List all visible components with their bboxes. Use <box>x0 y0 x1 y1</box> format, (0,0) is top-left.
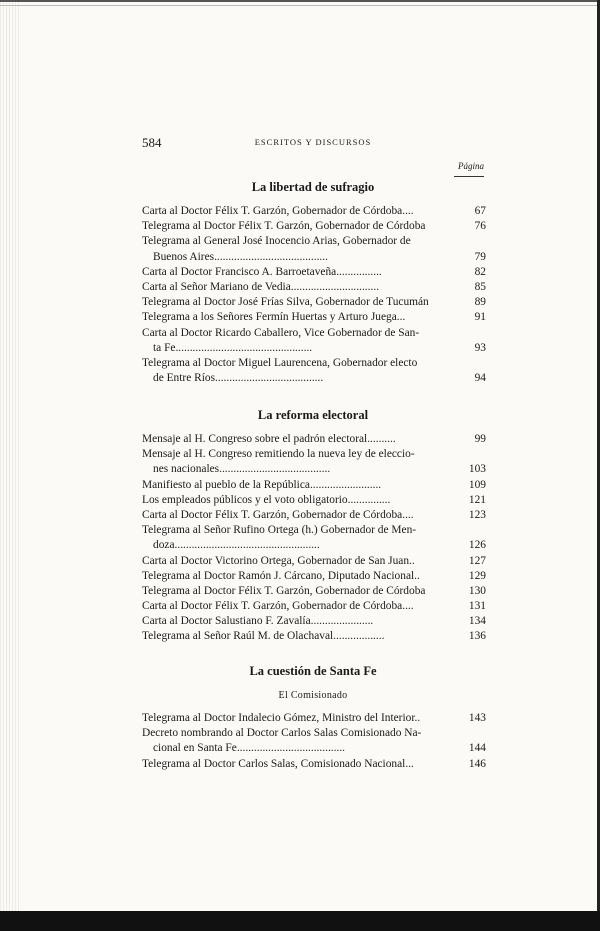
toc-page-number: 144 <box>468 742 486 755</box>
toc-entry-text: Telegrama al Doctor Ramón J. Cárcano, Diputado Nacional.. <box>142 569 420 582</box>
toc-page-number: 134 <box>468 615 486 628</box>
toc-entry-text: Carta al Señor Mariano de Vedia............................... <box>142 280 380 293</box>
toc-entry <box>142 326 486 341</box>
toc-entry <box>142 711 486 726</box>
toc-entry <box>142 280 486 295</box>
toc-entry <box>142 726 486 741</box>
toc-page-number: 93 <box>474 341 486 354</box>
toc-page-number: 76 <box>474 220 486 233</box>
toc-page-number: 129 <box>468 569 486 582</box>
running-header <box>142 135 484 151</box>
toc-page-number: 79 <box>474 250 486 263</box>
toc-page-number: 127 <box>468 554 486 567</box>
toc-entry <box>142 569 486 584</box>
toc-entry <box>142 599 486 614</box>
toc-entry-text: nes nacionales....................................... <box>153 463 331 476</box>
toc-entry <box>142 523 486 538</box>
toc-section-2 <box>142 432 486 645</box>
toc-entry-continuation <box>142 462 486 477</box>
toc-entry-text: Telegrama al Doctor José Frías Silva, Gobernador de Tucumán <box>142 296 429 309</box>
toc-entry <box>142 310 486 325</box>
toc-entry-continuation <box>142 371 486 386</box>
toc-entry <box>142 629 486 644</box>
toc-page-number: 85 <box>474 280 486 293</box>
toc-entry-text: Telegrama a los Señores Fermín Huertas y Arturo Juega... <box>142 311 406 324</box>
toc-entry-text: Telegrama al Doctor Miguel Laurencena, Gobernador electo <box>142 356 418 369</box>
toc-entry-text: de Entre Ríos...................................... <box>153 372 324 385</box>
toc-entry-continuation <box>142 538 486 553</box>
toc-entry <box>142 295 486 310</box>
toc-entry <box>142 493 486 508</box>
toc-entry <box>142 478 486 493</box>
toc-entry-text: Telegrama al General José Inocencio Arias, Gobernador de <box>142 235 411 248</box>
toc-entry-text: Carta al Doctor Ricardo Caballero, Vice Gobernador de San- <box>142 326 420 339</box>
toc-entry <box>142 432 486 447</box>
toc-entry-continuation <box>142 341 486 356</box>
toc-entry-text: Telegrama al Doctor Félix T. Garzón, Gobernador de Córdoba <box>142 584 426 597</box>
toc-entry-text: Telegrama al Doctor Indalecio Gómez, Ministro del Interior.. <box>142 712 421 724</box>
toc-entry-text: Los empleados públicos y el voto obligatorio............... <box>142 493 391 506</box>
toc-entry-text: Telegrama al Doctor Félix T. Garzón, Gobernador de Córdoba <box>142 220 426 233</box>
toc-page-number: 82 <box>474 265 486 278</box>
toc-entry <box>142 356 486 371</box>
toc-entry-continuation <box>142 741 486 756</box>
toc-entry-text: Manifiesto al pueblo de la República......................... <box>142 478 382 491</box>
toc-section-1 <box>142 204 486 386</box>
toc-entry <box>142 447 486 462</box>
toc-entry-text: cional en Santa Fe...................................... <box>153 742 346 755</box>
toc-entry <box>142 757 486 772</box>
toc-section-3 <box>142 711 486 772</box>
scan-top-edge <box>0 0 600 6</box>
toc-entry-text: Telegrama al Señor Rufino Ortega (h.) Gobernador de Men- <box>142 524 417 537</box>
section-subtitle: El Comisionado <box>278 690 348 701</box>
toc-page-number: 109 <box>468 478 486 491</box>
toc-page-number: 131 <box>468 600 486 613</box>
section-title: La cuestión de Santa Fe <box>249 664 377 678</box>
running-title: ESCRITOS Y DISCURSOS <box>254 137 372 147</box>
toc-entry-text: Buenos Aires........................................ <box>153 250 328 263</box>
toc-entry-text: Carta al Doctor Félix T. Garzón, Gobernador de Córdoba.... <box>142 508 414 521</box>
scan-bottom-edge <box>0 911 600 931</box>
toc-page-number: 99 <box>474 433 486 445</box>
section-title: La reforma electoral <box>257 408 369 422</box>
toc-entry-text: Telegrama al Doctor Carlos Salas, Comisionado Nacional... <box>142 757 414 770</box>
toc-page-number: 121 <box>468 493 486 506</box>
toc-entry-text: Carta al Doctor Félix T. Garzón, Gobernador de Córdoba.... <box>142 600 414 613</box>
page-number: 584 <box>142 135 162 150</box>
toc-page-number: 126 <box>468 539 486 552</box>
toc-page-number: 123 <box>468 508 486 521</box>
toc-page-number: 146 <box>468 757 486 770</box>
toc-page-number: 67 <box>474 205 486 217</box>
toc-entry <box>142 234 486 249</box>
toc-entry <box>142 204 486 219</box>
toc-entry-text: ta Fe................................................ <box>153 341 313 354</box>
toc-entry-text: Decreto nombrando al Doctor Carlos Salas Comisionado Na- <box>142 727 422 740</box>
toc-entry <box>142 265 486 280</box>
toc-page-number: 130 <box>468 584 486 597</box>
toc-page-number: 136 <box>468 630 486 643</box>
toc-page-number: 91 <box>474 311 486 324</box>
toc-page-number: 94 <box>474 372 486 385</box>
toc-entry <box>142 554 486 569</box>
page-column-label: Página <box>454 161 484 177</box>
toc-page-number: 103 <box>468 463 486 476</box>
toc-page-number: 89 <box>474 296 486 309</box>
toc-entry-text: Carta al Doctor Victorino Ortega, Gobernador de San Juan.. <box>142 554 415 567</box>
section-title: La libertad de sufragio <box>251 180 375 194</box>
toc-entry-text: Telegrama al Señor Raúl M. de Olachaval.................. <box>142 630 385 643</box>
toc-entry-text: Carta al Doctor Salustiano F. Zavalía...................... <box>142 615 374 628</box>
toc-entry-text: Mensaje al H. Congreso remitiendo la nueva ley de eleccio- <box>142 448 415 461</box>
toc-entry <box>142 584 486 599</box>
toc-entry-text: Mensaje al H. Congreso sobre el padrón electoral.......... <box>142 433 396 445</box>
toc-entry <box>142 614 486 629</box>
toc-entry <box>142 508 486 523</box>
toc-entry <box>142 219 486 234</box>
toc-page-number: 143 <box>468 712 486 724</box>
toc-entry-text: Carta al Doctor Francisco A. Barroetaveña................ <box>142 265 382 278</box>
toc-entry-continuation <box>142 250 486 265</box>
page-binding-edge <box>0 0 20 931</box>
toc-entry-text: Carta al Doctor Félix T. Garzón, Gobernador de Córdoba.... <box>142 205 414 217</box>
toc-entry-text: doza................................................... <box>153 539 320 552</box>
